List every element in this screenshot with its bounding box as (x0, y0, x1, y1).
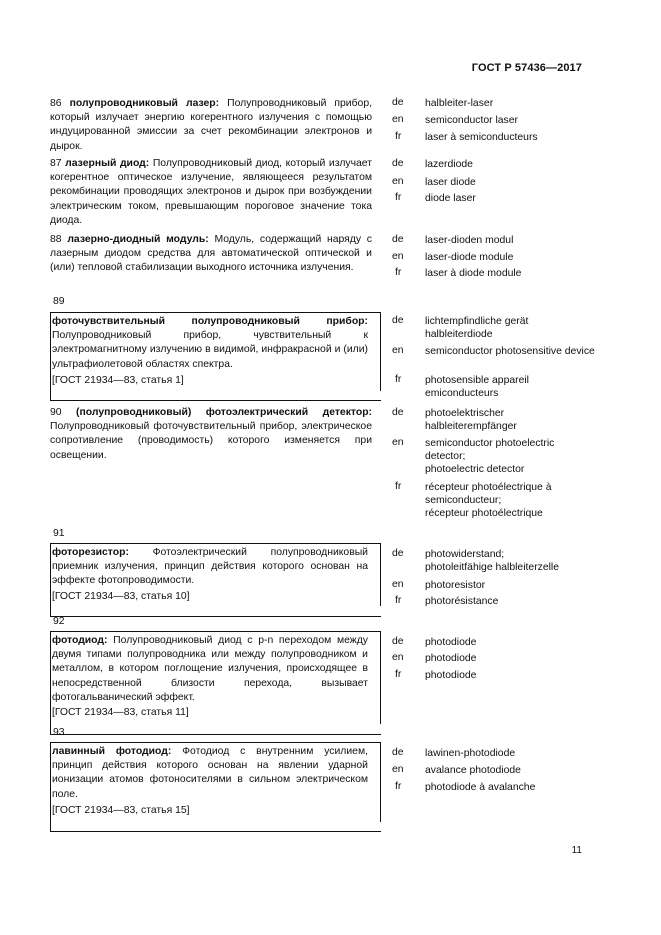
lang-code-fr: fr (395, 131, 402, 142)
source-reference: [ГОСТ 21934—83, статья 10] (52, 590, 190, 602)
term-number: 92 (53, 616, 65, 627)
term-name: (полупроводниковый) фотоэлектрический детектор: (76, 407, 373, 418)
equivalent-en-1: semiconductor photoelectric detector; (425, 438, 555, 462)
equivalent-en-2: photoelectric detector (425, 464, 525, 475)
box-right-edge (380, 543, 381, 606)
definition-text: Полупроводниковый диод с p-n переходом между двумя типами полупроводника или между полупроводником и металлом, в котором поглощение излучения, происходящее в непосредственной близости перехода, вызывает фотогальванический эффект. (52, 635, 368, 703)
term-number: 87 (50, 158, 62, 169)
term-name: лазерный диод: (65, 158, 150, 169)
term-definition (50, 97, 372, 154)
lang-code-en: en (392, 579, 404, 590)
lang-code-de: de (392, 636, 404, 647)
equivalent-fr: laser à semiconducteurs (425, 132, 538, 143)
equivalent-en: laser-diode module (425, 252, 514, 263)
definition-text: Полупроводниковый фоточувствительный прибор, электрическое сопротивление (проводимость) которого изменяется при освещении. (50, 421, 372, 461)
box-right-edge (380, 312, 381, 391)
term-definition (52, 546, 368, 604)
term-definition (52, 634, 368, 720)
equivalent-fr: photodiode à avalanche (425, 782, 536, 793)
term-number: 90 (50, 407, 62, 418)
page-number: 11 (571, 845, 582, 856)
definition-text: Фотоэлектрический полупроводниковый приемник излучения, принцип действия которого основан на эффекте фотопроводимости. (52, 547, 368, 587)
equivalent-en: semiconductor laser (425, 115, 518, 126)
lang-code-en: en (392, 345, 404, 356)
equivalent-fr-2: récepteur photoélectrique (425, 508, 543, 519)
source-reference: [ГОСТ 21934—83, статья 1] (52, 374, 184, 386)
definition-text: Полупроводниковый прибор, который излучает энергию когерентного излучения с помощью индуцированной эмиссии за счет рекомбинации электронов и дырок. (50, 98, 372, 152)
lang-code-fr: fr (395, 595, 402, 606)
term-name: фоточувствительный полупроводниковый прибор: (52, 316, 368, 327)
lang-code-fr: fr (395, 374, 402, 385)
equivalent-fr: photosensible appareil emiconducteurs (425, 375, 529, 399)
equivalent-fr: photodiode (425, 670, 477, 681)
lang-code-de: de (392, 747, 404, 758)
equivalent-de (425, 548, 595, 574)
lang-code-de: de (392, 548, 404, 559)
lang-code-en: en (392, 251, 404, 262)
lang-code-en: en (392, 652, 404, 663)
equivalent-fr: photorésistance (425, 596, 499, 607)
equivalent-en (425, 437, 595, 476)
term-number: 88 (50, 234, 62, 245)
standard-header: ГОСТ Р 57436—2017 (471, 62, 582, 74)
equivalent-en: photoresistor (425, 580, 486, 591)
equivalent-de: lichtempfindliche gerät halbleiterdiode (425, 316, 529, 340)
lang-code-de: de (392, 97, 404, 108)
box-right-edge (380, 742, 381, 822)
equivalent-en: semiconductor photosensitive device (425, 346, 595, 357)
equivalent-fr-1: récepteur photoélectrique à semiconducteur; (425, 482, 552, 506)
term-definition (50, 157, 372, 228)
term-definition (50, 233, 372, 276)
lang-code-fr: fr (395, 481, 402, 492)
equivalent-en: avalance photodiode (425, 765, 521, 776)
term-definition (52, 745, 368, 818)
term-definition (52, 315, 368, 388)
lang-code-fr: fr (395, 781, 402, 792)
lang-code-en: en (392, 114, 404, 125)
equivalent-fr: diode laser (425, 193, 476, 204)
lang-code-fr: fr (395, 669, 402, 680)
definition-text: Модуль, содержащий наряду с лазерным диодом средства для автоматической оптической и (или) тепловой стабилизации выходного источника излучения. (50, 234, 373, 274)
equivalent-de: photoelektrischer halbleiterempfänger (425, 408, 517, 432)
lang-code-de: de (392, 407, 404, 418)
equivalent-fr (425, 481, 595, 520)
term-name: полупроводниковый лазер: (69, 98, 220, 109)
lang-code-fr: fr (395, 267, 402, 278)
lang-code-en: en (392, 176, 404, 187)
term-name: лавинный фотодиод: (52, 746, 172, 757)
equivalent-de-1: photowiderstand; (425, 549, 505, 560)
definition-text: Полупроводниковый прибор, чувствительный к электромагнитному излучению в видимой, инфракрасной и (или) ультрафиолетовой областях спектра. (52, 330, 368, 370)
term-name: фоторезистор: (52, 547, 129, 558)
lang-code-de: de (392, 315, 404, 326)
equivalent-de-2: photoleitfähige halbleiterzelle (425, 562, 560, 573)
term-name: фотодиод: (52, 635, 108, 646)
equivalent-de: photodiode (425, 637, 477, 648)
term-definition (50, 406, 372, 463)
equivalent-de: halbleiter-laser (425, 98, 494, 109)
lang-code-en: en (392, 764, 404, 775)
equivalent-de: lawinen-photodiode (425, 748, 516, 759)
box-right-edge (380, 631, 381, 724)
lang-code-en: en (392, 437, 404, 448)
term-name: лазерно-диодный модуль: (67, 234, 209, 245)
definition-text: Полупроводниковый диод, который излучает когерентное оптическое излучение, являющееся результатом рекомбинации проводящих электронов и дырок при возбуждении электрическим током, превышающим пороговое значение тока диода. (50, 158, 372, 226)
equivalent-fr: laser à diode module (425, 268, 522, 279)
lang-code-fr: fr (395, 192, 402, 203)
term-number: 89 (53, 296, 65, 307)
lang-code-de: de (392, 234, 404, 245)
source-reference: [ГОСТ 21934—83, статья 15] (52, 804, 190, 816)
equivalent-en: photodiode (425, 653, 477, 664)
term-number: 93 (53, 727, 65, 738)
equivalent-de: lazerdiode (425, 159, 473, 170)
term-number: 91 (53, 528, 65, 539)
equivalent-de: laser-dioden modul (425, 235, 514, 246)
source-reference: [ГОСТ 21934—83, статья 11] (52, 707, 189, 719)
definition-text: Фотодиод с внутренним усилием, принцип действия которого основан на явлении ударной ионизации атомов фотоносителями в сильном электрическом поле. (52, 746, 368, 800)
equivalent-en: laser diode (425, 177, 476, 188)
term-number: 86 (50, 98, 62, 109)
lang-code-de: de (392, 158, 404, 169)
